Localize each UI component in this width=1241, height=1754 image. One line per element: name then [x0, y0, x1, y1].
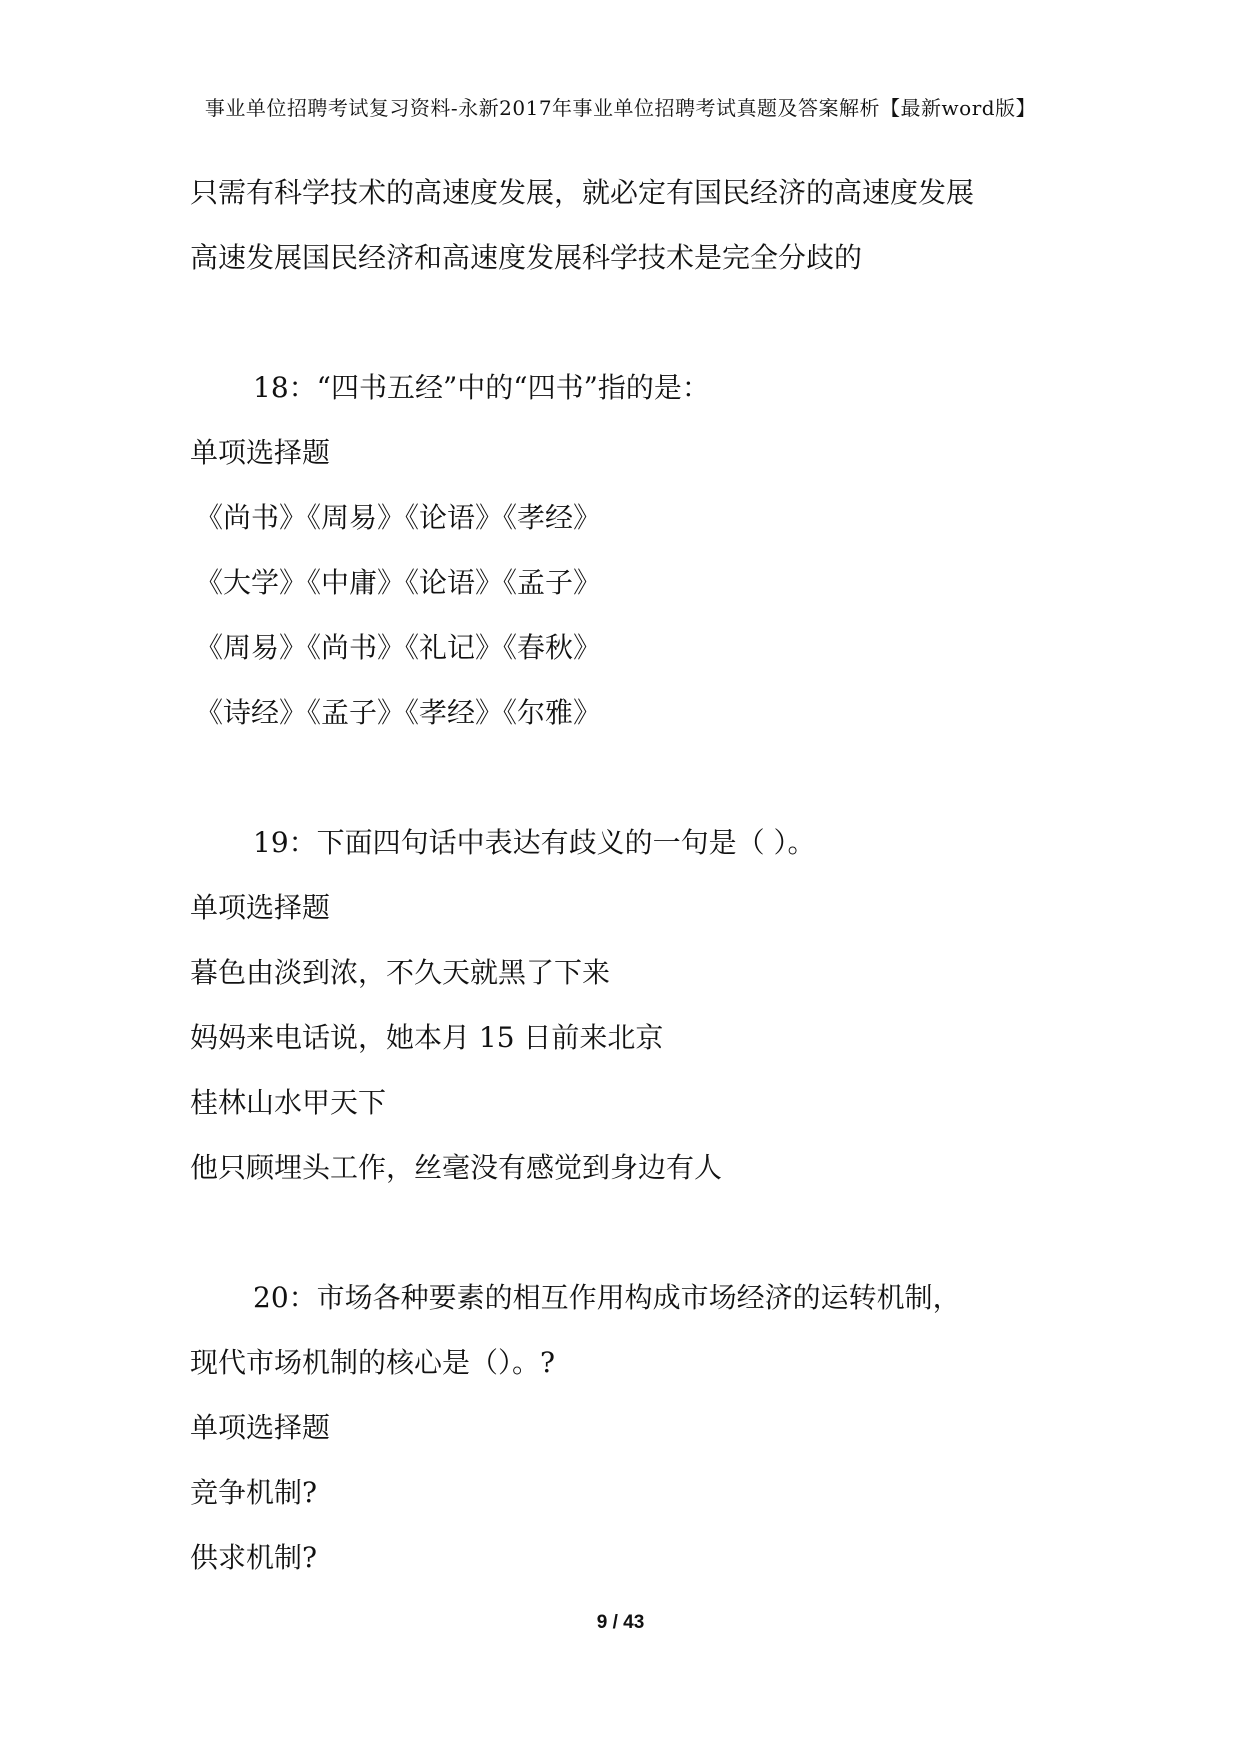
- question-type: 单项选择题: [190, 891, 331, 924]
- option-text: 《诗经》《孟子》《孝经》《尔雅》: [195, 696, 602, 729]
- option-text: 《周易》《尚书》《礼记》《春秋》: [195, 631, 602, 664]
- option-text: 妈妈来电话说，她本月 15 日前来北京: [190, 1021, 664, 1054]
- question-19: [190, 810, 1070, 1200]
- option-text: 高速发展国民经济和高速度发展科学技术是完全分歧的: [190, 241, 863, 274]
- document-body: [190, 160, 1070, 1590]
- question-type: 单项选择题: [190, 1411, 331, 1444]
- question-18: [190, 355, 1070, 745]
- option-text: 竞争机制?: [190, 1476, 318, 1509]
- option-text: 只需有科学技术的高速度发展，就必定有国民经济的高速度发展: [190, 176, 975, 209]
- question-20: [190, 1265, 1070, 1590]
- option-text: 供求机制?: [190, 1541, 318, 1574]
- question-text: 20：市场各种要素的相互作用构成市场经济的运转机制，: [253, 1281, 961, 1314]
- page-header: 事业单位招聘考试复习资料-永新2017年事业单位招聘考试真题及答案解析【最新word版】: [204, 96, 1037, 120]
- question-text: 19：下面四句话中表达有歧义的一句是（ ）。: [253, 826, 816, 859]
- option-text: 桂林山水甲天下: [190, 1086, 387, 1119]
- option-text: 《尚书》《周易》《论语》《孝经》: [195, 501, 602, 534]
- question-type: 单项选择题: [190, 436, 331, 469]
- question-text: 18：“四书五经”中的“四书”指的是：: [253, 371, 710, 404]
- option-text: 暮色由淡到浓，不久天就黑了下来: [190, 956, 611, 989]
- previous-question-options: [190, 160, 1070, 290]
- question-text-continued: 现代市场机制的核心是（）。?: [190, 1346, 556, 1379]
- option-text: 他只顾埋头工作，丝毫没有感觉到身边有人: [190, 1151, 723, 1184]
- page-number: 9 / 43: [596, 1612, 645, 1633]
- option-text: 《大学》《中庸》《论语》《孟子》: [195, 566, 602, 599]
